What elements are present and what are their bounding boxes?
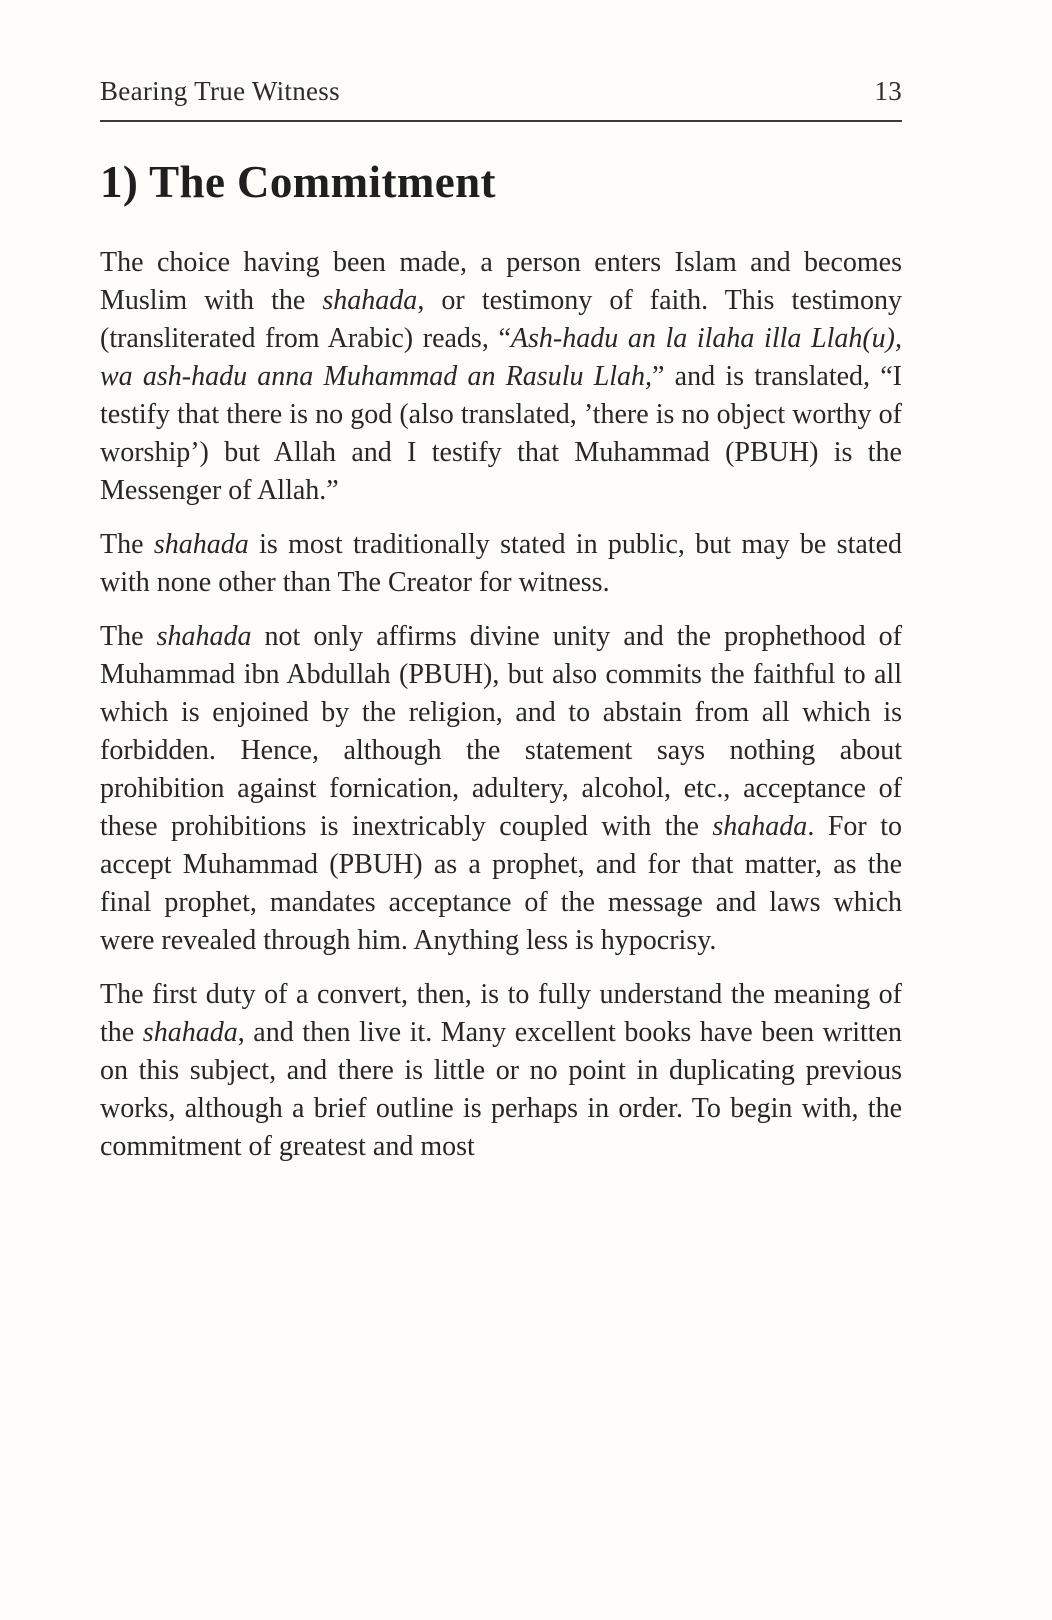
paragraph bbox=[100, 244, 902, 510]
text-run: is most traditionally stated in public, but may be stated with none other than The Creator for witness. bbox=[100, 529, 902, 598]
section-heading: 1) The Commitment bbox=[100, 157, 496, 207]
text-run: not only affirms divine unity and the prophethood of Muhammad ibn Abdullah (PBUH), but also commits the faithful to all which is enjoined by the religion, and to abstain from all which is forbidden. Hence, although the statement says nothing about prohibition against fornication, adultery, alcohol, etc., acceptance of these prohibitions is inextricably coupled with the bbox=[100, 621, 902, 842]
text-run: The bbox=[100, 529, 154, 560]
italic-text-run: shahada bbox=[712, 811, 808, 842]
text-run: The bbox=[100, 621, 157, 652]
text-run: The first duty of a convert, then, is to fully understand the meaning of the bbox=[100, 979, 902, 1048]
running-title: Bearing True Witness bbox=[100, 76, 340, 106]
text-run: ” and is translated, “I testify that there is no god (also translated, ’there is no object worthy of worship’) but Allah and I testify that Muhammad (PBUH) is the Messenger of Allah.” bbox=[100, 361, 903, 506]
text-run: , and then live it. Many excellent books have been written on this subject, and there is little or no point in duplicating previous works, although a brief outline is perhaps in order. To begin with, the commitment of greatest and most bbox=[100, 1017, 902, 1162]
italic-text-run: shahada bbox=[322, 285, 418, 316]
paragraph bbox=[100, 618, 902, 960]
header-rule bbox=[100, 120, 902, 122]
italic-text-run: shahada bbox=[153, 529, 249, 560]
paragraph bbox=[100, 526, 902, 602]
italic-text-run: Ash-hadu an la ilaha illa Llah(u), wa ash-hadu anna Muhammad an Rasulu Llah, bbox=[100, 323, 902, 392]
running-header bbox=[100, 76, 902, 107]
paragraph bbox=[100, 976, 902, 1166]
body-text bbox=[100, 244, 902, 1166]
text-run: The choice having been made, a person enters Islam and becomes Muslim with the bbox=[100, 247, 902, 316]
text-run: , or testimony of faith. This testimony (transliterated from Arabic) reads, “ bbox=[100, 285, 902, 354]
italic-text-run: shahada bbox=[142, 1017, 238, 1048]
italic-text-run: shahada bbox=[156, 621, 252, 652]
page-number: 13 bbox=[874, 76, 902, 106]
text-run: . For to accept Muhammad (PBUH) as a prophet, and for that matter, as the final prophet, mandates acceptance of the message and laws which were revealed through him. Anything less is hypocrisy. bbox=[100, 811, 902, 956]
